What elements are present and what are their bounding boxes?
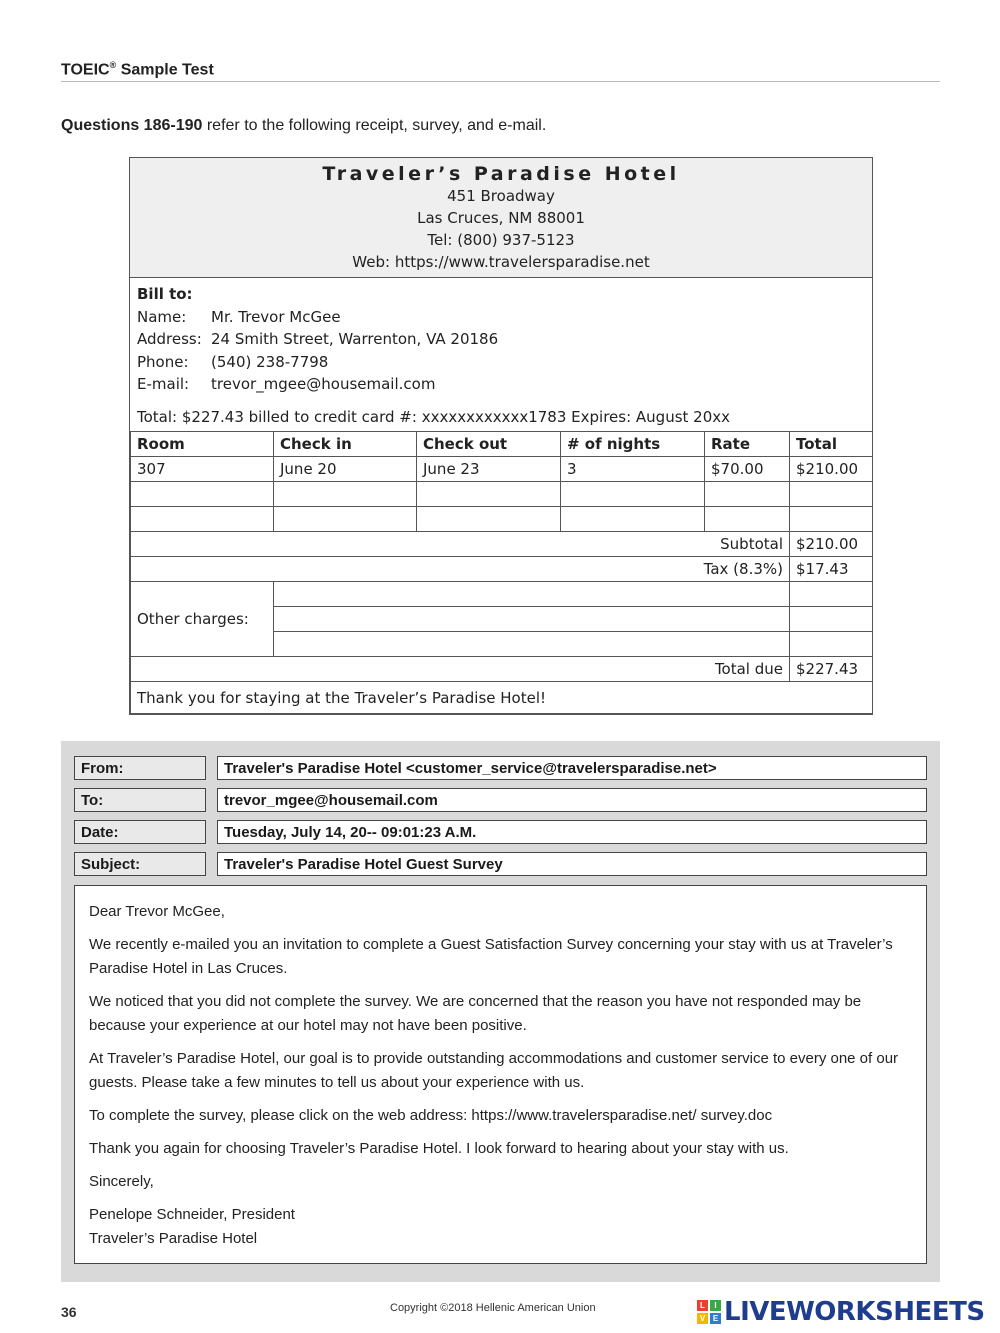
email-signer: Penelope Schneider, President xyxy=(89,1206,295,1223)
tax-row xyxy=(131,557,873,582)
to-label: To: xyxy=(74,788,206,812)
column-header: Check out xyxy=(417,432,561,457)
bill-to-email xyxy=(137,373,498,396)
field-label: Name: xyxy=(137,307,187,326)
questions-text: refer to the following receipt, survey, and e-mail. xyxy=(202,117,547,134)
check-in-cell: June 20 xyxy=(274,457,417,482)
logo-badge-icon xyxy=(697,1300,721,1324)
table-header-row xyxy=(131,432,873,457)
column-header: Rate xyxy=(705,432,790,457)
email-paragraph: We noticed that you did not complete the survey. We are concerned that the reason you have not responded may be because your experience at our hotel may not have been positive. xyxy=(89,993,862,1034)
column-header: Check in xyxy=(274,432,417,457)
hotel-address-line2: Las Cruces, NM 88001 xyxy=(417,209,585,227)
page-number: 36 xyxy=(61,1304,77,1320)
subject-label: Subject: xyxy=(74,852,206,876)
bill-to-section xyxy=(137,283,498,396)
field-value: (540) 238-7798 xyxy=(211,352,329,371)
email-body xyxy=(74,885,927,1264)
thanks-row xyxy=(131,682,873,714)
field-value: 24 Smith Street, Warrenton, VA 20186 xyxy=(211,330,499,348)
email-closing: Sincerely, xyxy=(89,1173,154,1190)
field-value: trevor_mgee@housemail.com xyxy=(211,375,436,393)
hotel-phone: Tel: (800) 937-5123 xyxy=(427,231,575,249)
field-label: E-mail: xyxy=(137,375,190,393)
badge-letter: E xyxy=(710,1313,721,1324)
field-label: Phone: xyxy=(137,352,189,371)
tax-label: Tax (8.3%) xyxy=(131,557,790,582)
subject-value: Traveler's Paradise Hotel Guest Survey xyxy=(217,852,927,876)
total-due-row xyxy=(131,657,873,682)
total-due-value: $227.43 xyxy=(790,657,873,682)
charges-table xyxy=(130,431,873,714)
to-value: trevor_mgee@housemail.com xyxy=(217,788,927,812)
document-header xyxy=(61,60,214,79)
field-value: Mr. Trevor McGee xyxy=(211,307,341,326)
liveworksheets-logo[interactable] xyxy=(697,1297,985,1327)
column-header: Room xyxy=(131,432,274,457)
from-value: Traveler's Paradise Hotel <customer_service@travelersparadise.net> xyxy=(217,756,927,780)
other-charges-label: Other charges: xyxy=(131,582,274,657)
column-header: # of nights xyxy=(561,432,705,457)
badge-letter: L xyxy=(697,1300,708,1311)
email-signer-org: Traveler’s Paradise Hotel xyxy=(89,1230,258,1247)
table-row-empty xyxy=(131,482,873,507)
registered-mark: ® xyxy=(109,60,117,70)
hotel-website: Web: https://www.travelersparadise.net xyxy=(352,253,650,271)
email-panel xyxy=(61,741,940,1282)
other-charges-row xyxy=(131,582,873,607)
subtotal-label: Subtotal xyxy=(131,532,790,557)
thank-you-message: Thank you for staying at the Traveler’s Paradise Hotel! xyxy=(131,682,873,714)
subtotal-row xyxy=(131,532,873,557)
questions-instruction xyxy=(61,117,546,135)
receipt-header xyxy=(130,158,872,278)
tax-value: $17.43 xyxy=(790,557,873,582)
hotel-receipt xyxy=(129,157,873,715)
header-title-suffix: Sample Test xyxy=(116,61,214,79)
copyright-notice: Copyright ©2018 Hellenic American Union xyxy=(390,1302,596,1314)
badge-letter: V xyxy=(697,1313,708,1324)
total-cell: $210.00 xyxy=(790,457,873,482)
date-label: Date: xyxy=(74,820,206,844)
header-divider xyxy=(61,81,940,82)
rate-cell: $70.00 xyxy=(705,457,790,482)
total-due-label: Total due xyxy=(131,657,790,682)
bill-to-label: Bill to: xyxy=(137,285,193,303)
check-out-cell: June 23 xyxy=(417,457,561,482)
logo-text: LIVEWORKSHEETS xyxy=(724,1297,985,1327)
email-paragraph: At Traveler’s Paradise Hotel, our goal is to provide outstanding accommodations and customer service to every one of our guests. Please take a few minutes to tell us about your experience with us. xyxy=(89,1050,899,1091)
header-title: TOEIC xyxy=(61,61,110,79)
column-header: Total xyxy=(790,432,873,457)
table-row xyxy=(131,457,873,482)
questions-range: Questions 186-190 xyxy=(61,117,203,134)
bill-to-phone xyxy=(137,351,498,374)
date-value: Tuesday, July 14, 20-- 09:01:23 A.M. xyxy=(217,820,927,844)
table-row-empty xyxy=(131,507,873,532)
billing-total-line: Total: $227.43 billed to credit card #: xxxxxxxxxxxx1783 Expires: August 20xx xyxy=(137,408,731,426)
hotel-address-line1: 451 Broadway xyxy=(447,187,555,205)
nights-cell: 3 xyxy=(561,457,705,482)
bill-to-name xyxy=(137,306,498,329)
email-greeting: Dear Trevor McGee, xyxy=(89,903,225,920)
hotel-name: Traveler’s Paradise Hotel xyxy=(322,163,680,185)
bill-to-address xyxy=(137,328,498,351)
email-paragraph-survey-link: To complete the survey, please click on the web address: https://www.travelersparadise.net/ survey.doc xyxy=(89,1107,773,1124)
email-paragraph: Thank you again for choosing Traveler’s Paradise Hotel. I look forward to hearing about your stay with us. xyxy=(89,1140,789,1157)
subtotal-value: $210.00 xyxy=(790,532,873,557)
email-paragraph: We recently e-mailed you an invitation to complete a Guest Satisfaction Survey concerning your stay with us at Traveler’s Paradise Hotel in Las Cruces. xyxy=(89,936,893,977)
badge-letter: I xyxy=(710,1300,721,1311)
field-label: Address: xyxy=(137,330,202,348)
room-cell: 307 xyxy=(131,457,274,482)
from-label: From: xyxy=(74,756,206,780)
